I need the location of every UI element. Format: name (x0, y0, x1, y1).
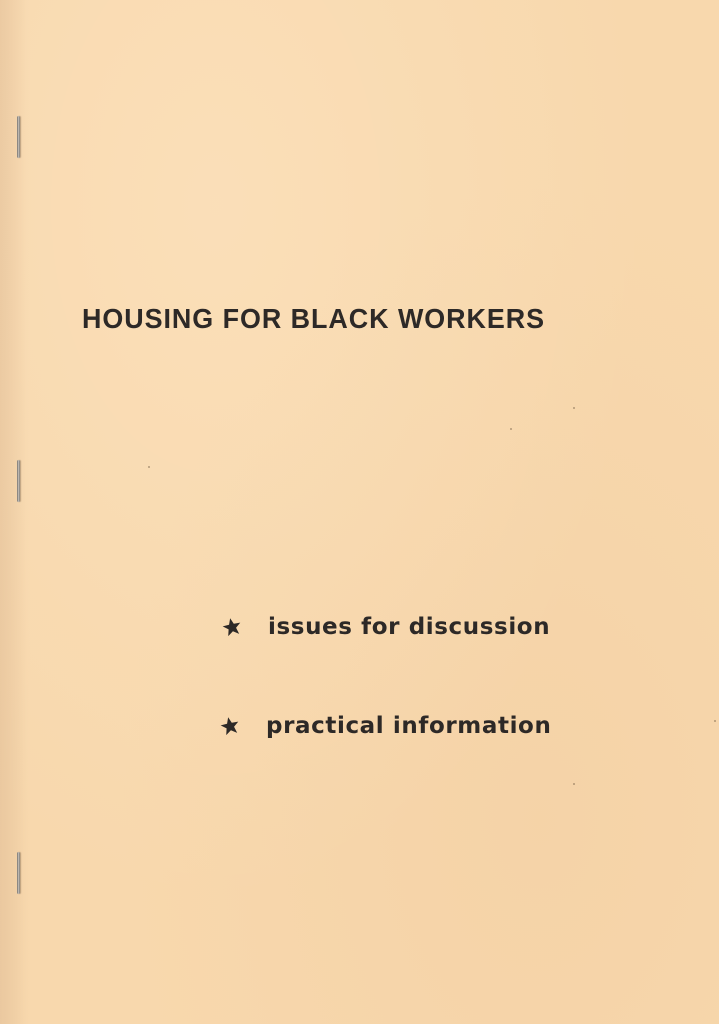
bullet-item-issues (222, 611, 550, 643)
staple-icon (17, 116, 20, 158)
paper-speck (148, 466, 150, 468)
bullet-item-information (220, 710, 551, 742)
paper-speck (510, 428, 512, 430)
star-icon (222, 617, 242, 637)
cover-title: HOUSING FOR BLACK WORKERS (82, 303, 546, 334)
bullet-text: practical information (266, 713, 552, 739)
paper-speck (573, 783, 575, 785)
staple-icon (17, 852, 20, 894)
spine-fold (0, 0, 26, 1024)
star-icon (220, 716, 240, 736)
paper-speck (573, 407, 575, 409)
staple-icon (17, 460, 20, 502)
bullet-text: issues for discussion (268, 614, 551, 640)
paper-speck (714, 720, 716, 722)
